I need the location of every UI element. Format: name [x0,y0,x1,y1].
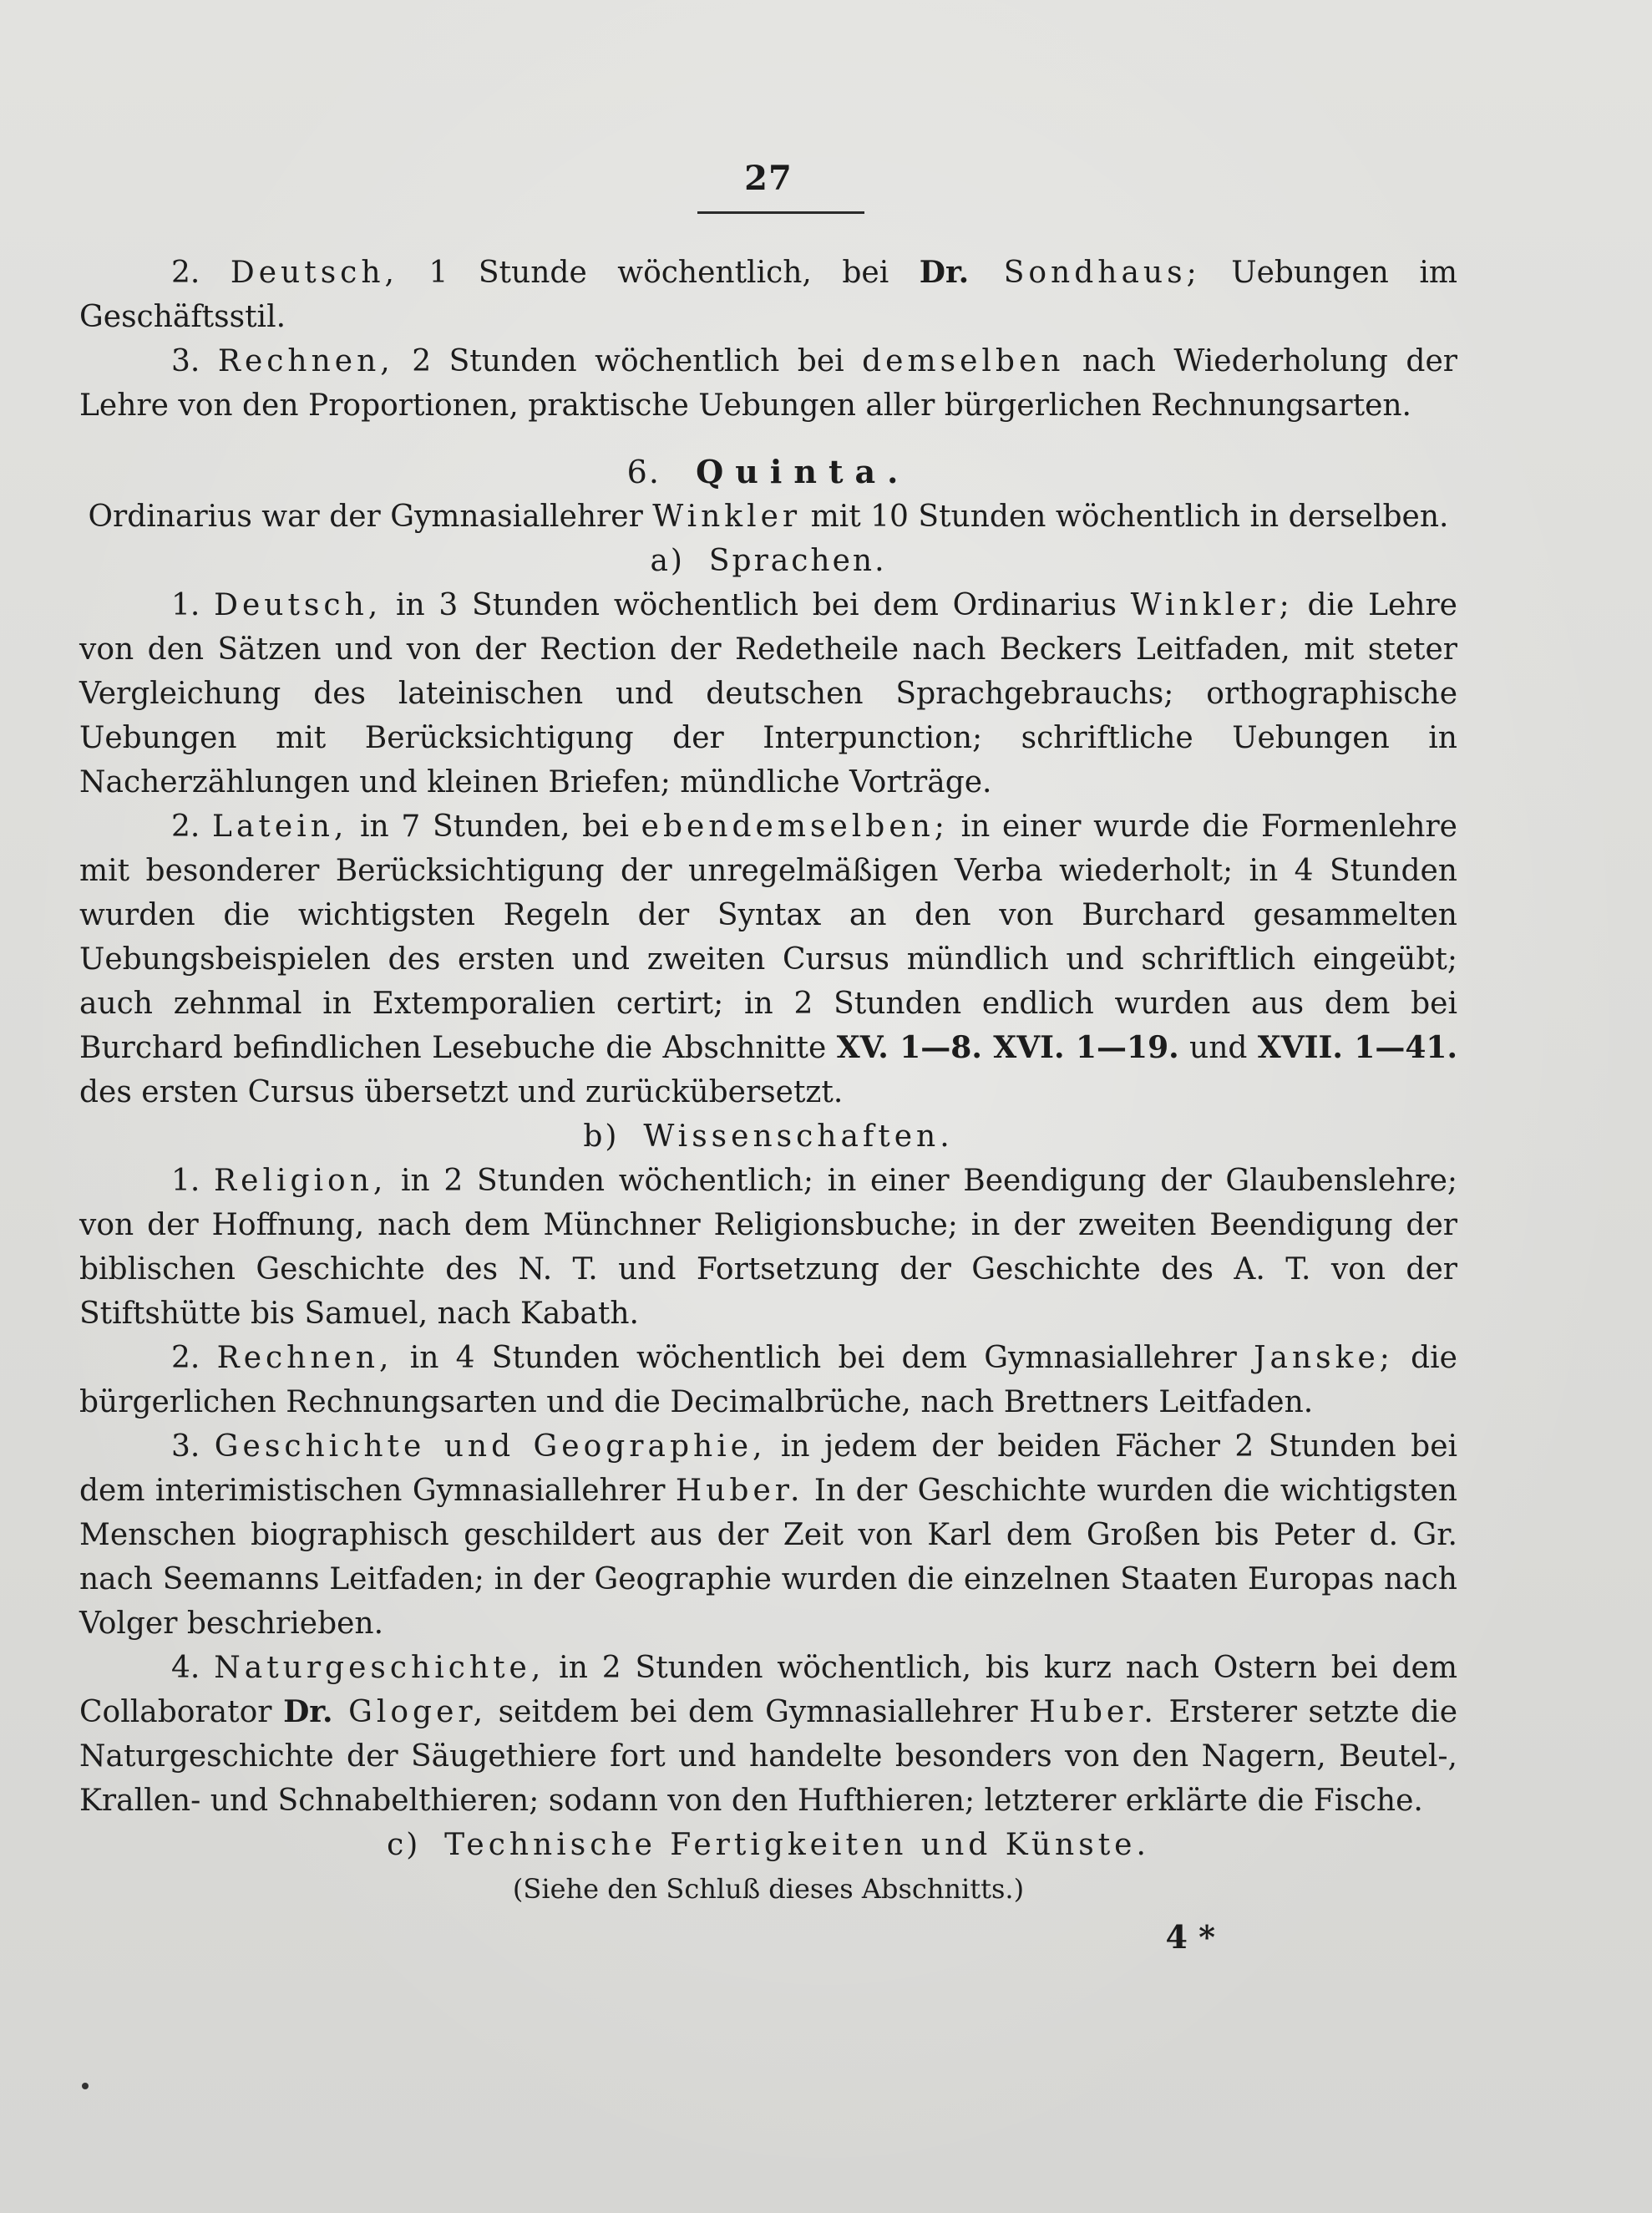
signature-mark: 4 * [1165,1918,1215,1956]
paragraph-religion-quinta: 1. Religion, in 2 Stunden wöchentlich; in einer Beendigung der Glaubenslehre; von der Hoffnung, nach dem Münchner Religionsbuche; in der zweiten Beendigung der biblischen Geschichte des N. T. und Fortsetzung der Geschichte des A. T. von der Stiftshütte bis Samuel, nach Kabath. [79,1164,1458,1331]
subheading-wissenschaften: b) Wissenschaften. [583,1119,954,1154]
cross-reference-note: (Siehe den Schluß dieses Abschnitts.) [512,1873,1025,1905]
paragraph-latein-quinta: 2. Latein, in 7 Stunden, bei ebendemselben; in einer wurde die Formenlehre mit besonderer Berücksichtigung der unregelmäßigen Verba wiederholt; in 4 Stunden wurden die wichtigsten Regeln der Syntax an den von Burchard gesammelten Uebungsbeispielen des ersten und zweiten Cursus mündlich und schriftlich eingeübt; auch zehnmal in Extemporalien certirt; in 2 Stunden endlich wurden aus dem bei Burchard befindlichen Lesebuche die Abschnitte XV. 1—8. XVI. 1—19. und XVII. 1—41. des ersten Cursus übersetzt und zurückübersetzt. [79,810,1457,1109]
ink-speck [82,2083,89,2089]
page-number-rule [697,211,864,214]
subheading-sprachen: a) Sprachen. [650,544,887,578]
paragraph-rechnen-quinta: 2. Rechnen, in 4 Stunden wöchentlich bei dem Gymnasiallehrer Janske; die bürgerlichen Rechnungsarten und die Decimalbrüche, nach Brettners Leitfaden. [79,1341,1457,1419]
subheading-technische-fertigkeiten: c) Technische Fertigkeiten und Künste. [387,1828,1150,1862]
section-heading-quinta: 6. Quinta. [626,453,910,490]
paragraph-naturgeschichte-quinta: 4. Naturgeschichte, in 2 Stunden wöchentlich, bis kurz nach Ostern bei dem Collaborator Dr. Gloger, seitdem bei dem Gymnasiallehrer Huber. Ersterer setzte die Naturgeschichte der Säugethiere fort und handelte besonders von den Nagern, Beutel-, Krallen- und Schnabelthieren; sodann von den Hufthieren; letzterer erklärte die Fische. [79,1651,1457,1818]
paragraph-deutsch-quarta: 2. Deutsch, 1 Stunde wöchentlich, bei Dr. Sondhaus; Uebungen im Geschäftsstil. [79,255,1457,334]
ordinarius-line: Ordinarius war der Gymnasiallehrer Winkler mit 10 Stunden wöchentlich in derselben. [88,500,1449,534]
paragraph-geschichte-quinta: 3. Geschichte und Geographie, in jedem der beiden Fächer 2 Stunden bei dem interimistischen Gymnasiallehrer Huber. In der Geschichte wurden die wichtigsten Menschen biographisch geschildert aus der Zeit von Karl dem Großen bis Peter d. Gr. nach Seemanns Leitfaden; in der Geographie wurden die einzelnen Staaten Europas nach Volger beschrieben. [79,1429,1458,1641]
paragraph-deutsch-quinta: 1. Deutsch, in 3 Stunden wöchentlich bei dem Ordinarius Winkler; die Lehre von den Sätzen und von der Rection der Redetheile nach Beckers Leitfaden, mit steter Vergleichung des lateinischen und deutschen Sprachgebrauchs; orthographische Uebungen mit Berücksichtigung der Interpunction; schriftliche Uebungen in Nacherzählungen und kleinen Briefen; mündliche Vorträge. [79,588,1457,799]
body-text [79,251,1457,1959]
paragraph-rechnen-quarta: 3. Rechnen, 2 Stunden wöchentlich bei demselben nach Wiederholung der Lehre von den Proportionen, praktische Uebungen aller bürgerlichen Rechnungsarten. [79,344,1457,423]
page-number: 27 [744,159,793,198]
